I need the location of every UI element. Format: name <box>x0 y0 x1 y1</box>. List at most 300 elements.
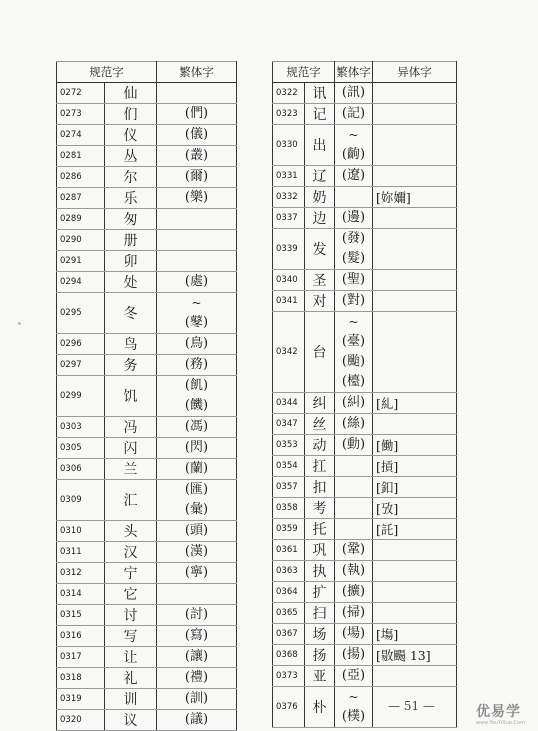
traditional-char: (彙) <box>184 502 209 517</box>
traditional-cell <box>157 542 237 563</box>
page-number: — 51 — <box>388 699 435 713</box>
table-row <box>273 270 457 291</box>
standard-char: 鸟 <box>105 334 157 355</box>
char-code: 0347 <box>273 414 305 435</box>
table-row <box>57 459 237 480</box>
char-code: 0311 <box>57 542 105 563</box>
traditional-char: (訊) <box>341 85 366 100</box>
table-row <box>273 393 457 414</box>
variant-char <box>373 540 457 561</box>
table-row <box>57 710 237 731</box>
table-row <box>273 519 457 540</box>
traditional-char: (爾) <box>184 169 209 184</box>
table-header-row <box>57 62 237 83</box>
header-standard: 规范字 <box>57 62 157 83</box>
traditional-char: (閃) <box>184 440 209 455</box>
traditional-cell <box>335 435 373 456</box>
table-row <box>57 188 237 209</box>
traditional-cell <box>335 414 373 435</box>
standard-char: 册 <box>105 230 157 251</box>
char-code: 0318 <box>57 668 105 689</box>
standard-char: 仙 <box>105 83 157 104</box>
table-row <box>273 312 457 393</box>
char-code: 0315 <box>57 605 105 626</box>
traditional-cell <box>157 355 237 376</box>
standard-char: 托 <box>305 519 335 540</box>
standard-char: 汉 <box>105 542 157 563</box>
traditional-char: (漢) <box>184 544 209 559</box>
traditional-cell <box>157 521 237 542</box>
traditional-cell <box>335 666 373 687</box>
standard-char: 扩 <box>305 582 335 603</box>
traditional-cell <box>157 272 237 293</box>
traditional-cell <box>157 376 237 417</box>
table-row <box>273 291 457 312</box>
traditional-cell <box>335 270 373 291</box>
table-row <box>57 167 237 188</box>
table-row <box>273 477 457 498</box>
traditional-char: (鼕) <box>184 315 209 330</box>
table-row <box>57 293 237 334</box>
traditional-char: (讓) <box>184 649 209 664</box>
traditional-char: (執) <box>341 563 366 578</box>
traditional-cell <box>157 104 237 125</box>
standard-char: 们 <box>105 104 157 125</box>
traditional-char: ~ <box>191 296 202 310</box>
char-code: 0344 <box>273 393 305 414</box>
char-code: 0330 <box>273 125 305 166</box>
traditional-char: (飢) <box>184 378 209 393</box>
char-code: 0287 <box>57 188 105 209</box>
standard-char: 出 <box>305 125 335 166</box>
standard-char: 扣 <box>305 477 335 498</box>
char-code: 0339 <box>273 229 305 270</box>
traditional-char: (處) <box>184 274 209 289</box>
char-code: 0337 <box>273 208 305 229</box>
traditional-char: (檯) <box>341 374 366 389</box>
watermark-brand: 优易学 <box>476 704 521 720</box>
traditional-cell <box>157 230 237 251</box>
traditional-cell <box>335 477 373 498</box>
standard-char: 台 <box>305 312 335 393</box>
traditional-cell <box>335 645 373 666</box>
header-variant: 异体字 <box>373 62 457 83</box>
traditional-cell <box>157 668 237 689</box>
traditional-cell <box>157 647 237 668</box>
traditional-cell <box>335 582 373 603</box>
scan-speck <box>18 322 21 325</box>
watermark-logo <box>476 701 525 726</box>
variant-char <box>373 104 457 125</box>
table-row <box>273 582 457 603</box>
char-code: 0306 <box>57 459 105 480</box>
standard-char: 饥 <box>105 376 157 417</box>
standard-char: 乐 <box>105 188 157 209</box>
standard-char: 边 <box>305 208 335 229</box>
char-code: 0373 <box>273 666 305 687</box>
variant-char <box>373 291 457 312</box>
table-row <box>273 540 457 561</box>
standard-char: 仪 <box>105 125 157 146</box>
char-code: 0310 <box>57 521 105 542</box>
traditional-cell <box>157 626 237 647</box>
traditional-char: (髮) <box>341 251 366 266</box>
standard-char: 宁 <box>105 563 157 584</box>
traditional-cell <box>157 584 237 605</box>
traditional-char: (馮) <box>184 419 209 434</box>
char-table-left <box>56 61 237 731</box>
table-row <box>273 666 457 687</box>
traditional-char: (們) <box>184 106 209 121</box>
char-code: 0368 <box>273 645 305 666</box>
traditional-cell <box>157 710 237 731</box>
variant-char: [塲] <box>373 624 457 645</box>
table-row <box>57 626 237 647</box>
char-code: 0312 <box>57 563 105 584</box>
char-code: 0354 <box>273 456 305 477</box>
traditional-cell <box>157 689 237 710</box>
char-code: 0358 <box>273 498 305 519</box>
char-code: 0314 <box>57 584 105 605</box>
variant-char: [釦] <box>373 477 457 498</box>
standard-char: 丝 <box>305 414 335 435</box>
table-row <box>57 251 237 272</box>
traditional-char: (訓) <box>184 691 209 706</box>
table-row <box>57 521 237 542</box>
char-code: 0342 <box>273 312 305 393</box>
char-code: 0289 <box>57 209 105 230</box>
table-row <box>57 104 237 125</box>
table-row <box>57 647 237 668</box>
traditional-char: (叢) <box>184 148 209 163</box>
traditional-cell <box>335 540 373 561</box>
char-code: 0319 <box>57 689 105 710</box>
table-row <box>273 229 457 270</box>
variant-char <box>373 208 457 229</box>
char-table-right <box>272 61 457 728</box>
traditional-char: ~ <box>348 315 359 329</box>
table-row <box>273 104 457 125</box>
traditional-cell <box>335 603 373 624</box>
table-row <box>273 624 457 645</box>
char-code: 0299 <box>57 376 105 417</box>
traditional-cell <box>335 291 373 312</box>
standard-char: 扛 <box>305 456 335 477</box>
standard-char: 它 <box>105 584 157 605</box>
standard-char: 圣 <box>305 270 335 291</box>
char-code: 0317 <box>57 647 105 668</box>
traditional-cell <box>335 393 373 414</box>
char-code: 0361 <box>273 540 305 561</box>
header-standard: 规范字 <box>273 62 335 83</box>
table-row <box>273 498 457 519</box>
traditional-cell <box>157 480 237 521</box>
standard-char: 巩 <box>305 540 335 561</box>
header-traditional: 繁体字 <box>335 62 373 83</box>
standard-char: 礼 <box>105 668 157 689</box>
traditional-cell <box>335 687 373 728</box>
table-row <box>57 230 237 251</box>
table-row <box>57 689 237 710</box>
variant-char: [託] <box>373 519 457 540</box>
table-row <box>57 480 237 521</box>
variant-char: [摃] <box>373 456 457 477</box>
variant-char <box>373 561 457 582</box>
variant-char: [妳嬭] <box>373 187 457 208</box>
traditional-char: (擴) <box>341 584 366 599</box>
table-row <box>273 603 457 624</box>
char-code: 0340 <box>273 270 305 291</box>
traditional-char: (討) <box>184 607 209 622</box>
standard-char: 考 <box>305 498 335 519</box>
standard-char: 扬 <box>305 645 335 666</box>
traditional-cell <box>335 312 373 393</box>
table-row <box>273 125 457 166</box>
standard-char: 辽 <box>305 166 335 187</box>
traditional-char: (絲) <box>341 416 366 431</box>
traditional-cell <box>157 459 237 480</box>
table-row <box>273 83 457 104</box>
standard-char: 亚 <box>305 666 335 687</box>
standard-char: 纠 <box>305 393 335 414</box>
table-row <box>273 166 457 187</box>
char-code: 0332 <box>273 187 305 208</box>
char-code: 0331 <box>273 166 305 187</box>
traditional-char: (對) <box>341 293 366 308</box>
char-code: 0297 <box>57 355 105 376</box>
standard-char: 处 <box>105 272 157 293</box>
standard-char: 训 <box>105 689 157 710</box>
char-code: 0286 <box>57 167 105 188</box>
traditional-cell <box>157 167 237 188</box>
traditional-cell <box>157 293 237 334</box>
char-code: 0363 <box>273 561 305 582</box>
traditional-char: (寧) <box>184 565 209 580</box>
standard-char: 讯 <box>305 83 335 104</box>
traditional-cell <box>335 166 373 187</box>
char-code: 0296 <box>57 334 105 355</box>
traditional-char: (揚) <box>341 647 366 662</box>
traditional-cell <box>157 417 237 438</box>
standard-char: 记 <box>305 104 335 125</box>
traditional-char: (場) <box>341 626 366 641</box>
char-code: 0365 <box>273 603 305 624</box>
char-code: 0274 <box>57 125 105 146</box>
traditional-char: (禮) <box>184 670 209 685</box>
traditional-char: (儀) <box>184 127 209 142</box>
char-code: 0364 <box>273 582 305 603</box>
variant-char <box>373 603 457 624</box>
traditional-cell <box>157 605 237 626</box>
traditional-cell <box>335 624 373 645</box>
traditional-char: (頭) <box>184 523 209 538</box>
variant-char <box>373 166 457 187</box>
standard-char: 写 <box>105 626 157 647</box>
standard-char: 尔 <box>105 167 157 188</box>
traditional-char: (聖) <box>341 272 366 287</box>
variant-char <box>373 666 457 687</box>
table-row <box>57 355 237 376</box>
traditional-cell <box>157 188 237 209</box>
table-row <box>57 376 237 417</box>
standard-char: 汇 <box>105 480 157 521</box>
char-code: 0341 <box>273 291 305 312</box>
traditional-char: (邊) <box>341 210 366 225</box>
standard-char: 匆 <box>105 209 157 230</box>
char-code: 0303 <box>57 417 105 438</box>
table-row <box>57 605 237 626</box>
traditional-cell <box>157 83 237 104</box>
table-row <box>57 563 237 584</box>
standard-char: 卯 <box>105 251 157 272</box>
standard-char: 讨 <box>105 605 157 626</box>
char-code: 0281 <box>57 146 105 167</box>
table-row <box>273 187 457 208</box>
table-row <box>57 125 237 146</box>
table-row <box>57 334 237 355</box>
table-row <box>57 417 237 438</box>
traditional-char: (鞏) <box>341 542 366 557</box>
standard-char: 头 <box>105 521 157 542</box>
traditional-char: (樸) <box>341 709 366 724</box>
char-code: 0305 <box>57 438 105 459</box>
traditional-cell <box>335 498 373 519</box>
traditional-cell <box>335 83 373 104</box>
traditional-cell <box>335 561 373 582</box>
traditional-cell <box>335 456 373 477</box>
variant-char: [攷] <box>373 498 457 519</box>
table-row <box>57 146 237 167</box>
table-header-row <box>273 62 457 83</box>
traditional-cell <box>335 519 373 540</box>
standard-char: 执 <box>305 561 335 582</box>
variant-char <box>373 582 457 603</box>
standard-char: 场 <box>305 624 335 645</box>
standard-char: 发 <box>305 229 335 270</box>
traditional-cell <box>157 438 237 459</box>
traditional-char: (寫) <box>184 628 209 643</box>
char-code: 0322 <box>273 83 305 104</box>
traditional-char: (掃) <box>341 605 366 620</box>
traditional-cell <box>335 208 373 229</box>
traditional-char: (饑) <box>184 398 209 413</box>
header-traditional: 繁体字 <box>157 62 237 83</box>
char-code: 0359 <box>273 519 305 540</box>
traditional-cell <box>157 209 237 230</box>
table-row <box>273 208 457 229</box>
char-code: 0295 <box>57 293 105 334</box>
standard-char: 议 <box>105 710 157 731</box>
table-row <box>57 438 237 459</box>
standard-char: 朴 <box>305 687 335 728</box>
traditional-cell <box>157 563 237 584</box>
standard-char: 丛 <box>105 146 157 167</box>
table-row <box>273 645 457 666</box>
char-code: 0376 <box>273 687 305 728</box>
traditional-char: ~ <box>348 128 359 142</box>
variant-char <box>373 312 457 393</box>
variant-char: [敭颺 13] <box>373 645 457 666</box>
table-row <box>57 668 237 689</box>
traditional-char: (發) <box>341 231 366 246</box>
char-code: 0367 <box>273 624 305 645</box>
table-row <box>57 272 237 293</box>
variant-char <box>373 229 457 270</box>
standard-char: 扫 <box>305 603 335 624</box>
traditional-cell <box>335 187 373 208</box>
char-code: 0316 <box>57 626 105 647</box>
variant-char <box>373 83 457 104</box>
traditional-char: (匯) <box>184 482 209 497</box>
standard-char: 冬 <box>105 293 157 334</box>
traditional-char: (糾) <box>341 395 366 410</box>
char-code: 0323 <box>273 104 305 125</box>
traditional-cell <box>157 146 237 167</box>
traditional-cell <box>335 229 373 270</box>
table-row <box>273 456 457 477</box>
table-row <box>273 414 457 435</box>
table-row <box>57 542 237 563</box>
standard-char: 对 <box>305 291 335 312</box>
table-row <box>57 83 237 104</box>
traditional-char: (務) <box>184 357 209 372</box>
variant-char <box>373 270 457 291</box>
variant-char <box>373 125 457 166</box>
traditional-cell <box>157 125 237 146</box>
traditional-cell <box>157 251 237 272</box>
traditional-char: (鳥) <box>184 336 209 351</box>
char-code: 0353 <box>273 435 305 456</box>
standard-char: 奶 <box>305 187 335 208</box>
standard-char: 动 <box>305 435 335 456</box>
traditional-char: (颱) <box>341 354 366 369</box>
traditional-cell <box>157 334 237 355</box>
variant-char: [糺] <box>373 393 457 414</box>
variant-char <box>373 414 457 435</box>
traditional-char: (議) <box>184 712 209 727</box>
variant-char: [働] <box>373 435 457 456</box>
char-code: 0290 <box>57 230 105 251</box>
traditional-char: (亞) <box>341 668 366 683</box>
traditional-char: (遼) <box>341 168 366 183</box>
standard-char: 闪 <box>105 438 157 459</box>
char-code: 0291 <box>57 251 105 272</box>
char-code: 0272 <box>57 83 105 104</box>
standard-char: 兰 <box>105 459 157 480</box>
table-row <box>273 561 457 582</box>
char-code: 0357 <box>273 477 305 498</box>
traditional-char: ~ <box>348 690 359 704</box>
traditional-char: (齣) <box>341 147 366 162</box>
traditional-char: (臺) <box>341 334 366 349</box>
table-row <box>57 584 237 605</box>
char-code: 0273 <box>57 104 105 125</box>
traditional-cell <box>335 125 373 166</box>
standard-char: 冯 <box>105 417 157 438</box>
char-code: 0320 <box>57 710 105 731</box>
char-code: 0309 <box>57 480 105 521</box>
traditional-char: (記) <box>341 106 366 121</box>
char-code: 0294 <box>57 272 105 293</box>
traditional-char: (動) <box>341 437 366 452</box>
traditional-cell <box>335 104 373 125</box>
traditional-char: (樂) <box>184 190 209 205</box>
standard-char: 让 <box>105 647 157 668</box>
watermark-url: www.YouYiXue.Com <box>476 720 525 726</box>
standard-char: 务 <box>105 355 157 376</box>
table-row <box>273 435 457 456</box>
traditional-char: (蘭) <box>184 461 209 476</box>
